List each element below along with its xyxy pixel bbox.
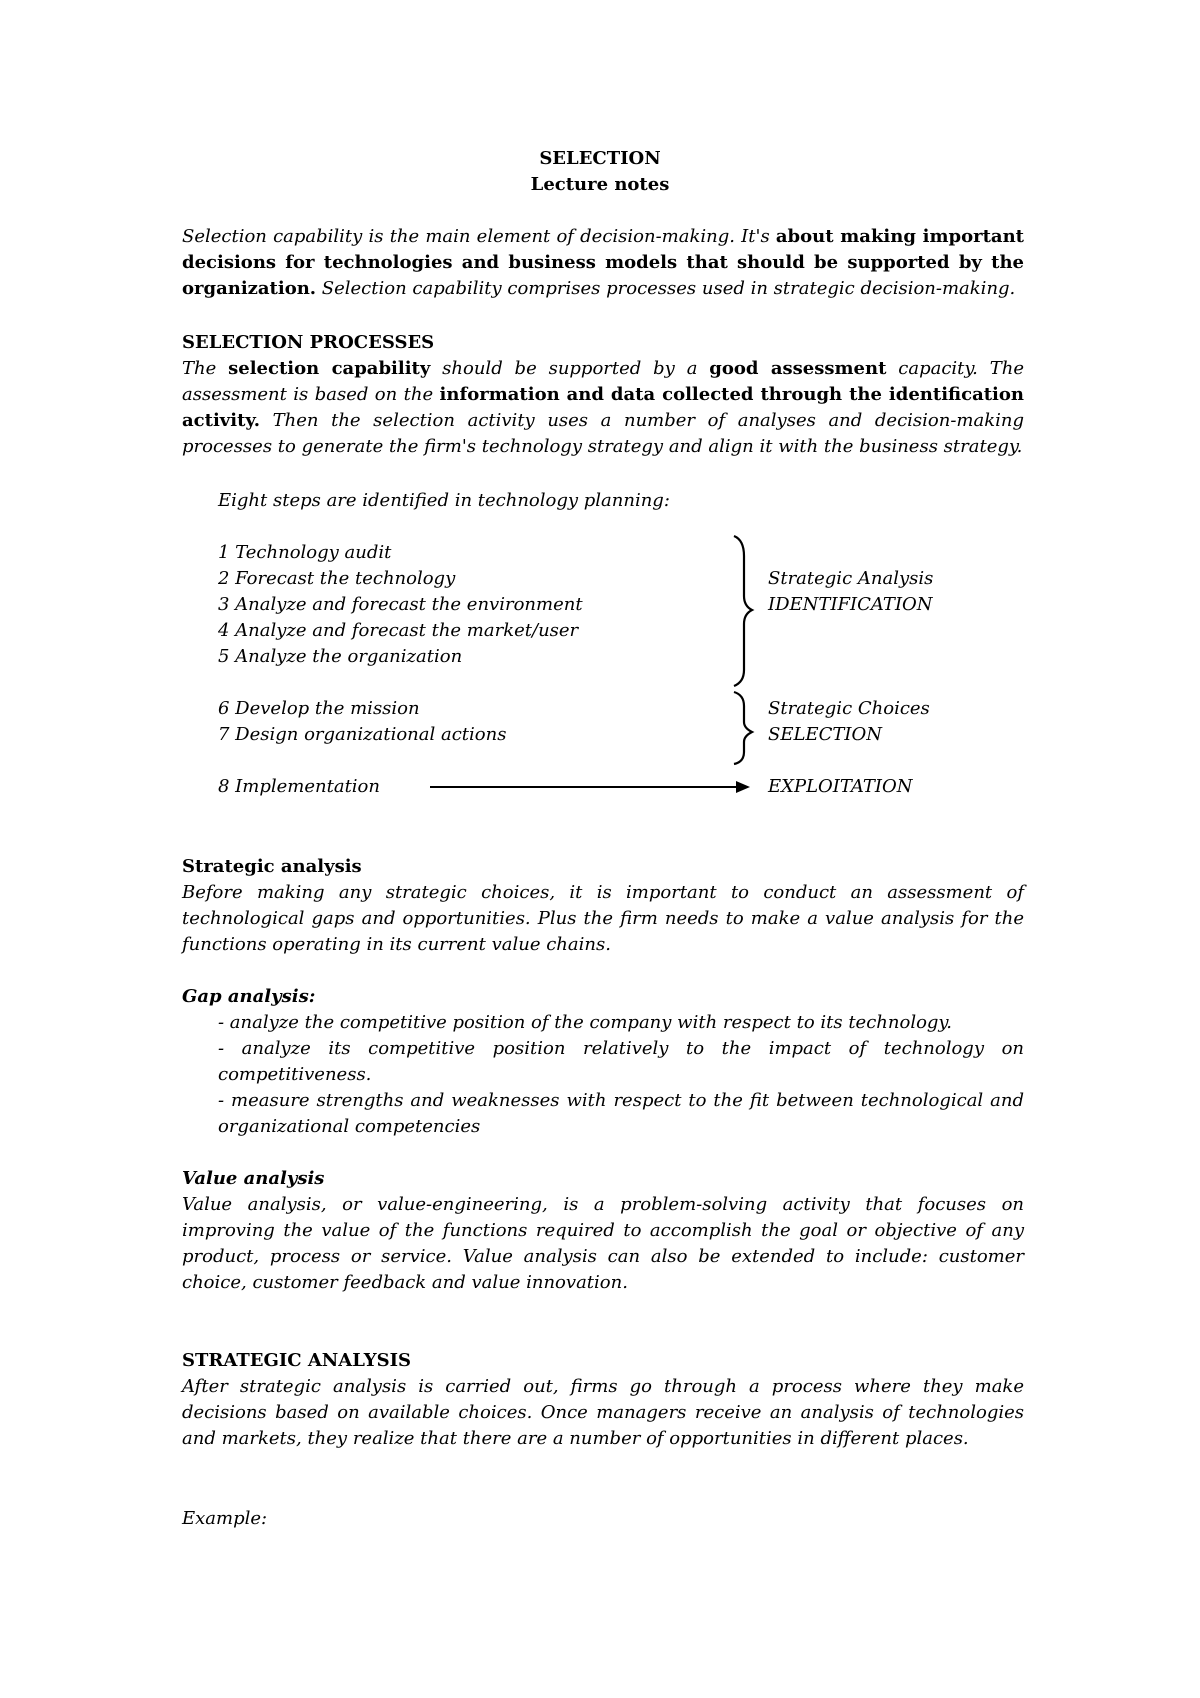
sp-text-4: Then the selection activity uses a number of analyses and decision-making processes to generate the firm's technology strategy and align it with the business strategy. — [182, 410, 1024, 457]
group-label-strategic-analysis: Strategic Analysis — [768, 568, 934, 589]
gap-item: - analyze the competitive position of the company with respect to its technology. — [218, 1012, 952, 1033]
strategic-analysis-2-paragraph: After strategic analysis is carried out, firms go through a process where they make decisions based on available choices. Once managers receive an analysis of technologies and markets, they realize that there are a number of opportunities in different places. — [182, 1376, 1024, 1449]
arrow-head-icon — [736, 781, 750, 793]
group-phase-selection: SELECTION — [768, 724, 882, 745]
strategic-analysis-2-heading: STRATEGIC ANALYSIS — [182, 1350, 411, 1371]
gap-item: - measure strengths and weaknesses with respect to the fit between technological and organizational competencies — [218, 1090, 1024, 1137]
page-subtitle: Lecture notes — [530, 174, 670, 195]
sp-text-bold-2: good assessment — [709, 358, 887, 379]
intro-text-bold: about making important decisions for technologies and business models that should be supported by the organization. — [182, 226, 1024, 299]
value-analysis-heading: Value analysis — [182, 1168, 325, 1189]
intro-text-1: Selection capability is the main element of decision-making. It's — [182, 226, 776, 247]
sp-text-1: The — [182, 358, 229, 379]
selection-processes-heading: SELECTION PROCESSES — [182, 332, 435, 353]
step-item: 1 Technology audit — [218, 542, 392, 563]
step-item: 4 Analyze and forecast the market/user — [218, 620, 579, 641]
page-title: SELECTION — [539, 148, 661, 169]
sp-text-2: should be supported by a — [430, 358, 710, 379]
group-label-strategic-choices: Strategic Choices — [768, 698, 930, 719]
steps-intro: Eight steps are identified in technology planning: — [218, 490, 670, 511]
step-item: 7 Design organizational actions — [218, 724, 507, 745]
step-item: 6 Develop the mission — [218, 698, 420, 719]
gap-item: - analyze its competitive position relatively to the impact of technology on competitiveness. — [218, 1038, 1024, 1085]
group-phase-identification: IDENTIFICATION — [768, 594, 933, 615]
sp-text-bold-3: information and data collected through the identification activity. — [182, 384, 1024, 431]
group-phase-exploitation: EXPLOITATION — [768, 776, 913, 797]
brace-selection-icon — [734, 692, 752, 764]
value-analysis-paragraph: Value analysis, or value-engineering, is a problem-solving activity that focuses on improving the value of the functions required to accomplish the goal or objective of any product, process or service. Value analysis can also be extended to include: customer choice, customer feedback and value innovation. — [182, 1194, 1024, 1293]
intro-text-2: Selection capability comprises processes used in strategic decision-making. — [316, 278, 1016, 299]
strategic-analysis-paragraph: Before making any strategic choices, it is important to conduct an assessment of technological gaps and opportunities. Plus the firm needs to make a value analysis for the functions operating in its current value chains. — [182, 882, 1024, 955]
gap-analysis-heading: Gap analysis: — [182, 986, 316, 1007]
sp-text-3: capacity. The assessment is based on the — [182, 358, 1024, 405]
step-item: 5 Analyze the organization — [218, 646, 463, 667]
step-item: 2 Forecast the technology — [218, 568, 456, 589]
brace-identification-icon — [734, 536, 752, 686]
example-label: Example: — [182, 1508, 268, 1529]
step-item: 3 Analyze and forecast the environment — [218, 594, 583, 615]
sp-text-bold-1: selection capability — [228, 358, 431, 379]
strategic-analysis-heading: Strategic analysis — [182, 856, 362, 877]
step-item: 8 Implementation — [218, 776, 380, 797]
